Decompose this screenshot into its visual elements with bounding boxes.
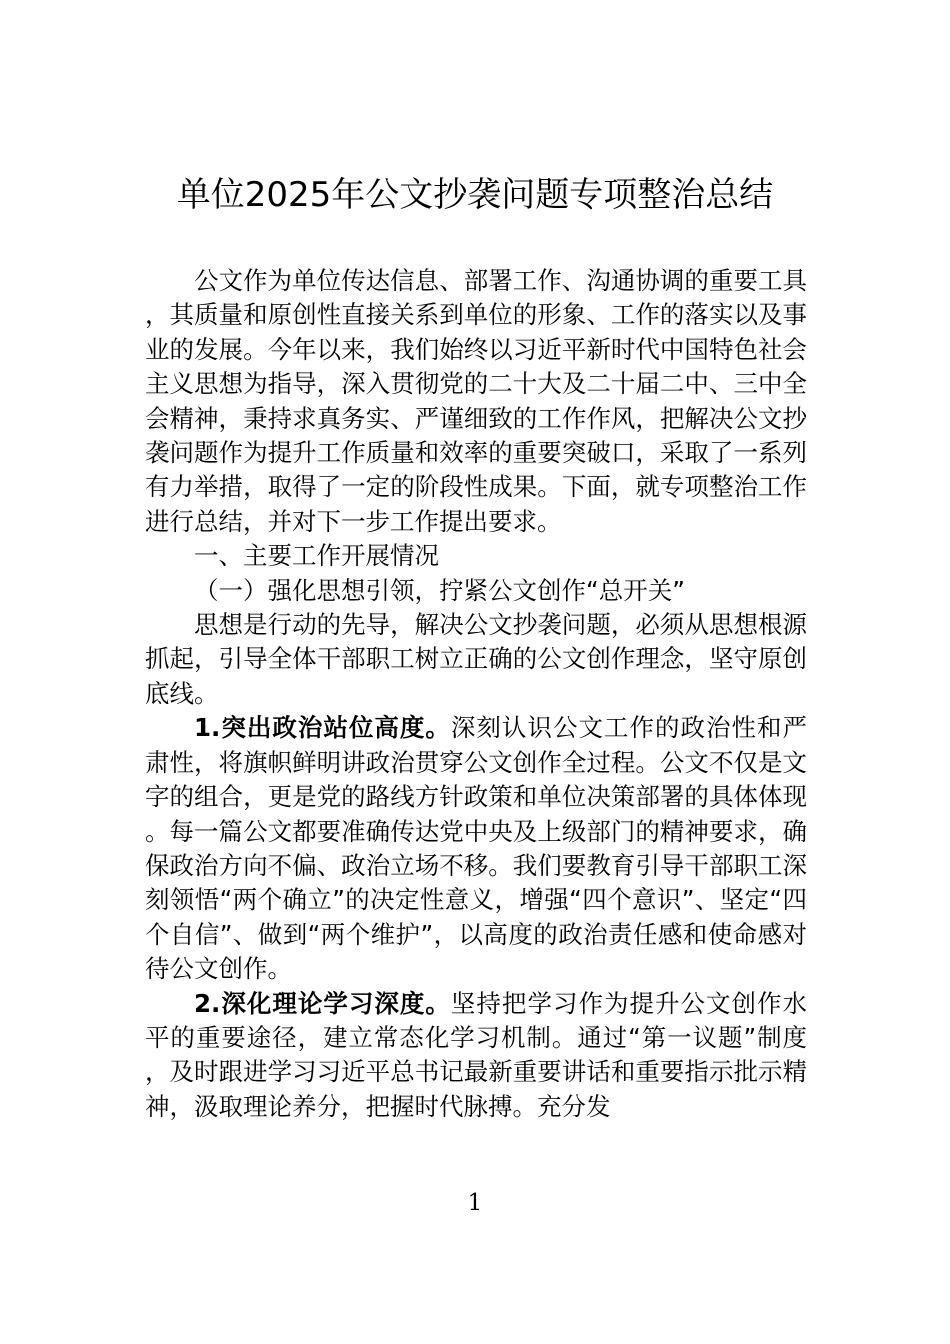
paragraph-lead: 2.深化理论学习深度。 — [194, 988, 451, 1018]
subsection-heading — [145, 574, 807, 608]
paragraph — [145, 711, 807, 986]
section-heading — [145, 539, 807, 573]
paragraph-text: （一）强化思想引领，拧紧公文创作“总开关” — [194, 575, 685, 605]
document-body — [145, 264, 807, 1124]
paragraph-lead: 1.突出政治站位高度。 — [194, 713, 451, 743]
page-number: 1 — [467, 1190, 483, 1216]
paragraph-text: 思想是行动的先导，解决公文抄袭问题，必须从思想根源抓起，引导全体干部职工树立正确的公文创作理念，坚守原创底线。 — [145, 610, 807, 708]
document-title: 单位2025年公文抄袭问题专项整治总结 — [176, 175, 774, 215]
paragraph-text: 公文作为单位传达信息、部署工作、沟通协调的重要工具，其质量和原创性直接关系到单位的形象、工作的落实以及事业的发展。今年以来，我们始终以习近平新时代中国特色社会主义思想为指导，深入贯彻党的二十大及二十届二中、三中全会精神，秉持求真务实、严谨细致的工作作风，把解决公文抄袭问题作为提升工作质量和效率的重要突破口，采取了一系列有力举措，取得了一定的阶段性成果。下面，就专项整治工作进行总结，并对下一步工作提出要求。 — [145, 266, 807, 536]
paragraph-text: 一、主要工作开展情况 — [194, 541, 439, 571]
paragraph-text: 深刻认识公文工作的政治性和严肃性，将旗帜鲜明讲政治贯穿公文创作全过程。公文不仅是文字的组合，更是党的路线方针政策和单位决策部署的具体体现。每一篇公文都要准确传达党中央及上级部门的精神要求，确保政治方向不偏、政治立场不移。我们要教育引导干部职工深刻领悟“两个确立”的决定性意义，增强“四个意识”、坚定“四个自信”、做到“两个维护”，以高度的政治责任感和使命感对待公文创作。 — [145, 713, 807, 984]
paragraph-text: 坚持把学习作为提升公文创作水平的重要途径，建立常态化学习机制。通过“第一议题”制度，及时跟进学习习近平总书记最新重要讲话和重要指示批示精神，汲取理论养分，把握时代脉搏。充分发 — [145, 988, 807, 1121]
paragraph — [145, 264, 807, 539]
paragraph — [145, 608, 807, 711]
paragraph — [145, 987, 807, 1125]
